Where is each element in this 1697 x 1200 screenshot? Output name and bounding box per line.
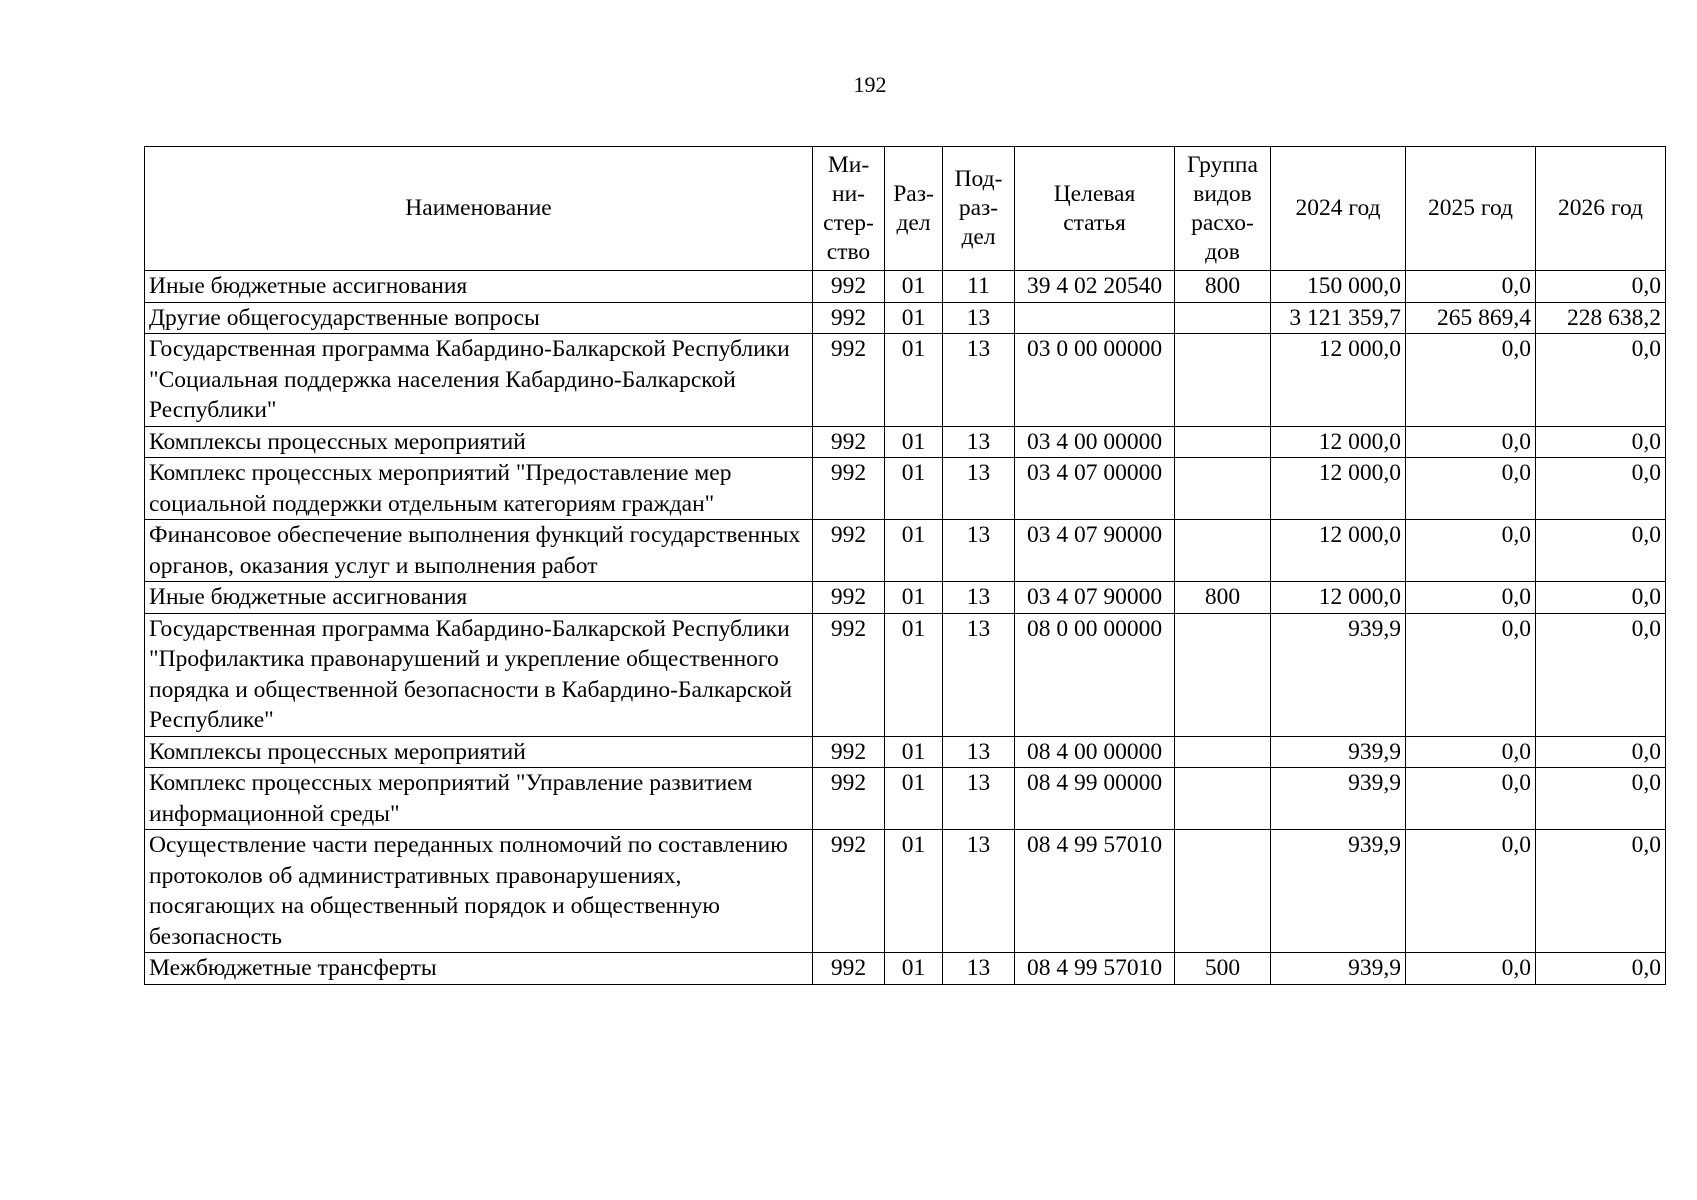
page-number: 192 [853,72,887,97]
row-name: Комплекс процессных мероприятий "Управление развитием информационной среды" [145,768,813,830]
row-2026: 0,0 [1536,334,1666,427]
header-subsection: Под- раз- дел [943,147,1015,271]
row-2025: 0,0 [1406,426,1536,458]
row-2026: 0,0 [1536,520,1666,582]
row-2025: 0,0 [1406,458,1536,520]
row-section: 01 [885,458,943,520]
table-row [145,582,1666,614]
table-row [145,953,1666,985]
budget-table [144,146,1666,985]
row-group: 500 [1175,953,1271,985]
table-row [145,613,1666,736]
header-group: Группа видов расхо- дов [1175,147,1271,271]
row-target: 03 4 07 90000 [1015,520,1175,582]
row-2024: 12 000,0 [1271,334,1406,427]
row-name: Комплексы процессных мероприятий [145,736,813,768]
row-section: 01 [885,302,943,334]
row-group [1175,520,1271,582]
row-ministry: 992 [813,426,885,458]
row-2025: 0,0 [1406,953,1536,985]
row-section: 01 [885,768,943,830]
row-name: Осуществление части переданных полномочий по составлению протоколов об административных правонарушениях, посягающих на общественный порядок и общественную безопасность [145,830,813,953]
row-name: Государственная программа Кабардино-Балкарской Республики "Профилактика правонарушений и укрепление общественного порядка и общественной безопасности в Кабардино-Балкарской Республике" [145,613,813,736]
header-2024: 2024 год [1271,147,1406,271]
row-2024: 939,9 [1271,768,1406,830]
row-group [1175,736,1271,768]
table-row [145,302,1666,334]
row-section: 01 [885,613,943,736]
row-2026: 0,0 [1536,613,1666,736]
row-target: 39 4 02 20540 [1015,271,1175,303]
row-ministry: 992 [813,613,885,736]
row-2025: 0,0 [1406,520,1536,582]
row-group: 800 [1175,271,1271,303]
row-name: Комплексы процессных мероприятий [145,426,813,458]
row-ministry: 992 [813,768,885,830]
row-2024: 939,9 [1271,953,1406,985]
row-subsection: 13 [943,736,1015,768]
table-row [145,520,1666,582]
row-2024: 12 000,0 [1271,426,1406,458]
row-2025: 265 869,4 [1406,302,1536,334]
row-subsection: 13 [943,953,1015,985]
row-ministry: 992 [813,582,885,614]
row-subsection: 13 [943,768,1015,830]
header-2025: 2025 год [1406,147,1536,271]
row-section: 01 [885,520,943,582]
row-2025: 0,0 [1406,613,1536,736]
row-group [1175,302,1271,334]
table-row [145,736,1666,768]
row-subsection: 11 [943,271,1015,303]
row-name: Финансовое обеспечение выполнения функций государственных органов, оказания услуг и выполнения работ [145,520,813,582]
row-section: 01 [885,334,943,427]
row-section: 01 [885,426,943,458]
row-ministry: 992 [813,271,885,303]
row-2026: 0,0 [1536,768,1666,830]
row-subsection: 13 [943,426,1015,458]
header-name: Наименование [145,147,813,271]
row-ministry: 992 [813,334,885,427]
row-2025: 0,0 [1406,582,1536,614]
row-2026: 0,0 [1536,830,1666,953]
row-target: 03 0 00 00000 [1015,334,1175,427]
row-name: Другие общегосударственные вопросы [145,302,813,334]
row-section: 01 [885,953,943,985]
row-name: Государственная программа Кабардино-Балкарской Республики "Социальная поддержка населения Кабардино-Балкарской Республики" [145,334,813,427]
row-2025: 0,0 [1406,830,1536,953]
row-2026: 0,0 [1536,736,1666,768]
row-target: 03 4 07 90000 [1015,582,1175,614]
row-target: 08 4 00 00000 [1015,736,1175,768]
row-subsection: 13 [943,830,1015,953]
row-section: 01 [885,582,943,614]
row-section: 01 [885,271,943,303]
row-group [1175,613,1271,736]
row-group [1175,830,1271,953]
header-2026: 2026 год [1536,147,1666,271]
table-row [145,426,1666,458]
row-2024: 12 000,0 [1271,458,1406,520]
row-2024: 939,9 [1271,830,1406,953]
row-2024: 12 000,0 [1271,520,1406,582]
row-2024: 150 000,0 [1271,271,1406,303]
row-2026: 0,0 [1536,426,1666,458]
row-group [1175,458,1271,520]
row-section: 01 [885,830,943,953]
row-ministry: 992 [813,458,885,520]
row-ministry: 992 [813,736,885,768]
row-name: Межбюджетные трансферты [145,953,813,985]
row-2026: 0,0 [1536,582,1666,614]
row-group: 800 [1175,582,1271,614]
header-section: Раз- дел [885,147,943,271]
row-ministry: 992 [813,953,885,985]
row-2024: 939,9 [1271,736,1406,768]
table-row [145,768,1666,830]
row-target [1015,302,1175,334]
row-2026: 228 638,2 [1536,302,1666,334]
table-row [145,830,1666,953]
header-target: Целевая статья [1015,147,1175,271]
row-name: Комплекс процессных мероприятий "Предоставление мер социальной поддержки отдельным категориям граждан" [145,458,813,520]
table-header-row [145,147,1666,271]
row-group [1175,768,1271,830]
row-ministry: 992 [813,520,885,582]
row-2026: 0,0 [1536,953,1666,985]
row-2025: 0,0 [1406,271,1536,303]
row-ministry: 992 [813,830,885,953]
table-row [145,458,1666,520]
row-target: 08 4 99 00000 [1015,768,1175,830]
row-2024: 12 000,0 [1271,582,1406,614]
row-section: 01 [885,736,943,768]
row-subsection: 13 [943,582,1015,614]
table-row [145,271,1666,303]
row-target: 08 4 99 57010 [1015,953,1175,985]
table-row [145,334,1666,427]
row-group [1175,334,1271,427]
row-2026: 0,0 [1536,271,1666,303]
row-group [1175,426,1271,458]
row-2025: 0,0 [1406,736,1536,768]
row-subsection: 13 [943,520,1015,582]
header-ministry: Ми- ни- стер- ство [813,147,885,271]
row-2025: 0,0 [1406,334,1536,427]
row-2024: 939,9 [1271,613,1406,736]
row-subsection: 13 [943,302,1015,334]
row-target: 08 0 00 00000 [1015,613,1175,736]
row-subsection: 13 [943,334,1015,427]
row-2026: 0,0 [1536,458,1666,520]
row-2025: 0,0 [1406,768,1536,830]
row-name: Иные бюджетные ассигнования [145,582,813,614]
row-target: 08 4 99 57010 [1015,830,1175,953]
row-subsection: 13 [943,613,1015,736]
row-ministry: 992 [813,302,885,334]
row-2024: 3 121 359,7 [1271,302,1406,334]
row-target: 03 4 07 00000 [1015,458,1175,520]
row-target: 03 4 00 00000 [1015,426,1175,458]
row-name: Иные бюджетные ассигнования [145,271,813,303]
row-subsection: 13 [943,458,1015,520]
